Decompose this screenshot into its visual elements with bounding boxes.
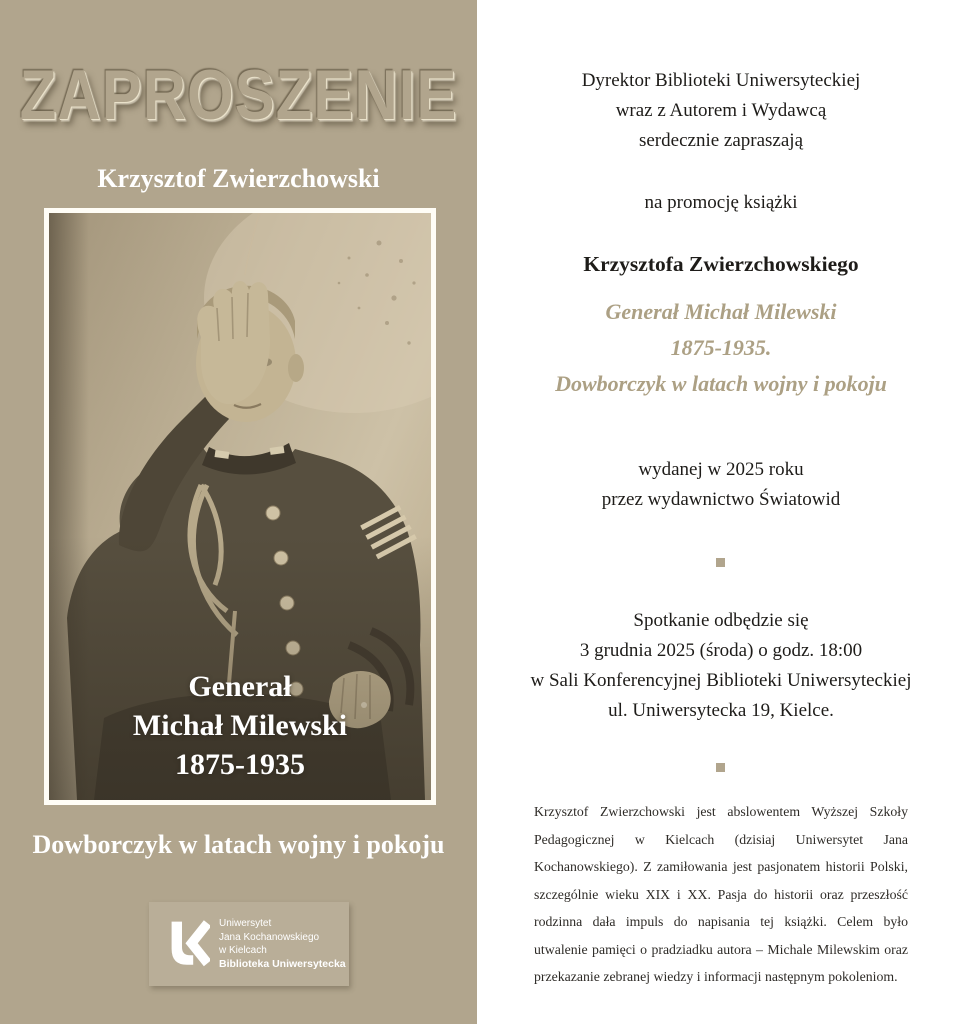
separator-square-icon: [716, 763, 725, 772]
published-line-2: przez wydawnictwo Światowid: [601, 489, 841, 510]
ujk-library-logo: [149, 902, 349, 986]
photo-caption-line3: 1875-1935: [175, 748, 305, 781]
hosts-line-2: wraz z Autorem i Wydawcą: [615, 100, 827, 121]
book-title-line-3: Dowborczyk w latach wojny i pokoju: [555, 371, 887, 396]
invitation-text-panel: [477, 0, 965, 1024]
logo-line-1: Uniwersytet: [219, 918, 272, 929]
book-title: [477, 294, 965, 402]
hosts-line-3: serdecznie zapraszają: [638, 130, 803, 151]
photo-caption-line1: Generał: [188, 670, 292, 703]
event-details: [477, 606, 965, 726]
book-author-name: Krzysztofa Zwierzchowskiego: [583, 252, 859, 276]
photo-caption-line2: Michał Milewski: [132, 709, 348, 742]
cover-panel: [0, 0, 477, 1024]
event-line-1: Spotkanie odbędzie się: [633, 610, 809, 631]
publication-info: [477, 455, 965, 515]
hosts-line-1: Dyrektor Biblioteki Uniwersyteckiej: [581, 70, 861, 91]
ujk-logo-text: [219, 917, 346, 971]
book-cover-photo: [44, 208, 436, 805]
invitation-hosts: [477, 66, 965, 156]
published-line-1: wydanej w 2025 roku: [638, 459, 804, 480]
logo-line-3: w Kielcach: [219, 945, 267, 956]
cover-subtitle: Dowborczyk w latach wojny i pokoju: [32, 830, 445, 859]
logo-line-4: Biblioteka Uniwersytecka: [219, 957, 346, 970]
event-line-3: w Sali Konferencyjnej Biblioteki Uniwersyteckiej: [530, 670, 912, 691]
ujk-logo-icon: [162, 918, 210, 970]
photo-title-overlay: [49, 667, 431, 784]
author-bio: Krzysztof Zwierzchowski jest abslowentem Wyższej Szkoły Pedagogicznej w Kielcach (dzisiaj Uniwersytet Jana Kochanowskiego). Z zamiłowania jest pasjonatem historii Polski, szczególnie wieku XIX i XX. Pasja do historii oraz przeszłość rodzinna dała impuls do napisania tej książki. Celem było utwalenie pamięci o pradziadku autora – Michale Milewskim oraz przekazanie zebranej wiedzy i informacji następnym pokoleniom.: [534, 804, 908, 984]
cover-author-name: Krzysztof Zwierzchowski: [97, 164, 380, 193]
cover-embossed-title: ZAPROSZENIE: [19, 55, 458, 135]
book-title-line-1: Generał Michał Milewski: [605, 299, 837, 324]
event-line-2: 3 grudnia 2025 (środa) o godz. 18:00: [579, 640, 863, 661]
promo-line: na promocję książki: [644, 192, 798, 213]
separator-square-icon: [716, 558, 725, 567]
book-title-line-2: 1875-1935.: [670, 335, 772, 360]
logo-line-2: Jana Kochanowskiego: [219, 931, 320, 943]
event-line-4: ul. Uniwersytecka 19, Kielce.: [608, 700, 834, 721]
